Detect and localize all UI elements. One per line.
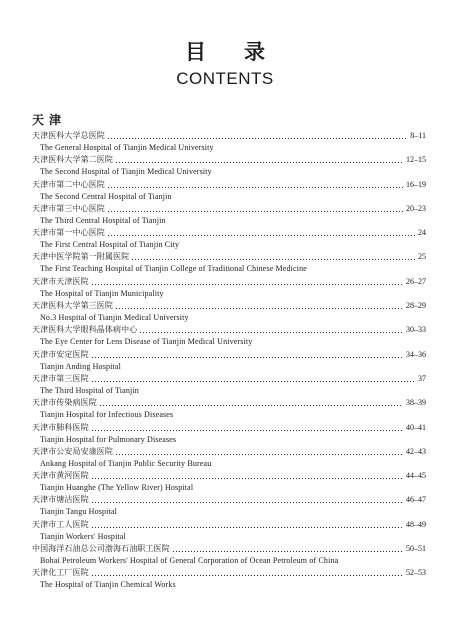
hospital-name-english: The General Hospital of Tianjin Medical University <box>40 143 214 152</box>
page-range: 52–53 <box>406 568 426 578</box>
dot-leader <box>107 138 407 139</box>
page-range: 42–43 <box>406 446 426 456</box>
toc-entry[interactable] <box>32 179 426 203</box>
hospital-name-chinese: 天津医科大学眼科晶体病中心 <box>32 325 138 335</box>
hospital-name-english: The Eye Center for Lens Disease of Tianjin Medical University <box>40 337 253 347</box>
page-range: 8–11 <box>410 131 426 140</box>
dot-leader <box>91 502 403 503</box>
dot-leader <box>91 478 403 479</box>
page-range: 16–19 <box>406 179 426 189</box>
toc-entry[interactable] <box>32 494 426 518</box>
dot-leader <box>107 187 403 188</box>
toc-entry-chinese-row <box>32 300 426 312</box>
hospital-name-english: The First Central Hospital of Tianjin City <box>40 240 180 250</box>
hospital-name-chinese: 天津市肺科医院 <box>32 422 89 432</box>
hospital-name-chinese: 天津医科大学第三医院 <box>32 301 113 311</box>
dot-leader <box>107 211 403 212</box>
hospital-name-english: Tianjin Hospital for Infectious Diseases <box>40 410 174 420</box>
hospital-name-english: Tianjin Tangu Hospital <box>40 507 117 517</box>
hospital-name-chinese: 天津市天津医院 <box>32 276 89 286</box>
toc-entry[interactable] <box>32 373 426 397</box>
page-range: 50–51 <box>406 544 426 554</box>
section-heading: 天津 <box>32 113 67 127</box>
toc-entry-chinese-row <box>32 543 426 555</box>
hospital-name-chinese: 中国海洋石油总公司渤海石油职工医院 <box>32 544 170 554</box>
hospital-name-chinese: 天津市公安局安康医院 <box>32 446 113 456</box>
page-range: 12–15 <box>406 155 426 165</box>
toc-entry[interactable] <box>32 397 426 421</box>
hospital-name-english: Tianjin Anding Hospital <box>40 361 121 371</box>
hospital-name-chinese: 天津市工人医院 <box>32 519 89 529</box>
hospital-name-english: Tianjin Hospital for Pulmonary Diseases <box>40 434 177 444</box>
hospital-name-chinese: 天津医科大学第二医院 <box>32 155 113 165</box>
hospital-name-english: Tianjin Workers' Hospital <box>40 531 126 541</box>
toc-entry-chinese-row <box>32 130 426 142</box>
toc-entry-chinese-row <box>32 373 426 385</box>
toc-entry-chinese-row <box>32 446 426 458</box>
hospital-name-chinese: 天津市第三中心医院 <box>32 203 105 213</box>
toc-entry-chinese-row <box>32 276 426 288</box>
hospital-name-chinese: 天津市传染病医院 <box>32 398 97 408</box>
toc-entry-chinese-row <box>32 422 426 434</box>
toc-entry[interactable] <box>32 227 426 251</box>
page-title-chinese: 目录 <box>185 40 303 64</box>
hospital-name-english: No.3 Hospital of Tianjin Medical University <box>40 313 189 323</box>
toc-entry[interactable] <box>32 543 426 567</box>
page-range: 48–49 <box>406 519 426 529</box>
page-title-english: CONTENTS <box>176 69 274 88</box>
page-range: 46–47 <box>406 495 426 505</box>
page-range: 44–45 <box>406 471 426 481</box>
toc-entry-chinese-row <box>32 203 426 215</box>
page-range: 24 <box>418 228 426 238</box>
toc-entry-chinese-row <box>32 179 426 191</box>
toc-entry-chinese-row <box>32 251 426 263</box>
toc-entry[interactable] <box>32 349 426 373</box>
hospital-name-chinese: 天津化工厂医院 <box>32 568 89 578</box>
page-range: 38–39 <box>406 398 426 408</box>
hospital-name-chinese: 天津市黄河医院 <box>32 471 89 481</box>
hospital-name-english: The Hospital of Tianjin Chemical Works <box>40 580 176 590</box>
hospital-name-english: Bohai Petroleum Workers' Hospital of General Corporation of Ocean Petroleum of China <box>40 556 339 566</box>
toc-entry-chinese-row <box>32 154 426 166</box>
page-range: 20–23 <box>406 203 426 213</box>
dot-leader <box>91 357 403 358</box>
dot-leader <box>91 284 403 285</box>
dot-leader <box>91 381 415 382</box>
hospital-name-english: The Hospital of Tianjin Municipality <box>40 288 164 298</box>
toc-entry[interactable] <box>32 251 426 275</box>
hospital-name-chinese: 天津市安定医院 <box>32 349 89 359</box>
page-range: 34–36 <box>406 349 426 359</box>
toc-entry[interactable] <box>32 300 426 324</box>
toc-entry[interactable] <box>32 203 426 227</box>
hospital-name-english: The Second Central Hospital of Tianjin <box>40 191 172 201</box>
hospital-name-chinese: 天津市第三医院 <box>32 373 89 383</box>
hospital-name-english: The Second Hospital of Tianjin Medical University <box>40 167 212 177</box>
page-range: 40–41 <box>406 422 426 432</box>
toc-entry-chinese-row <box>32 494 426 506</box>
dot-leader <box>172 551 403 552</box>
hospital-name-chinese: 天津市第二中心医院 <box>32 179 105 189</box>
toc-entry-chinese-row <box>32 470 426 482</box>
toc-entry[interactable] <box>32 276 426 300</box>
toc-entry-chinese-row <box>32 349 426 361</box>
dot-leader <box>139 332 403 333</box>
toc-entry-chinese-row <box>32 567 426 579</box>
page-range: 26–27 <box>406 276 426 286</box>
hospital-name-english: The Third Central Hospital of Tianjin <box>40 215 166 225</box>
hospital-name-english: The First Teaching Hospital of Tianjin College of Traditional Chinese Medicine <box>40 264 307 274</box>
toc-entry-chinese-row <box>32 324 426 336</box>
dot-leader <box>91 430 403 431</box>
dot-leader <box>91 527 403 528</box>
dot-leader <box>115 162 403 163</box>
toc-entry-chinese-row <box>32 227 426 239</box>
toc-entry[interactable] <box>32 154 426 178</box>
dot-leader <box>99 405 403 406</box>
hospital-name-english: The Third Hospital of Tianjin <box>40 385 139 395</box>
page-range: 28–29 <box>406 301 426 311</box>
dot-leader <box>115 454 403 455</box>
toc-list <box>32 130 426 592</box>
hospital-name-chinese: 天津医科大学总医院 <box>32 131 105 140</box>
page-range: 25 <box>418 252 426 262</box>
dot-leader <box>131 259 415 260</box>
hospital-name-english: Tianjin Huanghe (The Yellow River) Hospital <box>40 483 194 493</box>
hospital-name-english: Ankang Hospital of Tianjin Public Security Bureau <box>40 458 212 468</box>
toc-entry[interactable] <box>32 324 426 348</box>
hospital-name-chinese: 天津市第一中心医院 <box>32 228 105 238</box>
hospital-name-chinese: 天津中医学院第一附属医院 <box>32 252 130 262</box>
toc-entry[interactable] <box>32 519 426 543</box>
dot-leader <box>115 308 403 309</box>
hospital-name-chinese: 天津市塘沽医院 <box>32 495 89 505</box>
dot-leader <box>91 575 403 576</box>
toc-entry[interactable] <box>32 130 426 154</box>
toc-entry[interactable] <box>32 470 426 494</box>
page-range: 37 <box>418 373 426 383</box>
toc-entry[interactable] <box>32 446 426 470</box>
toc-entry-chinese-row <box>32 397 426 409</box>
dot-leader <box>107 235 415 236</box>
toc-entry[interactable] <box>32 422 426 446</box>
toc-entry-chinese-row <box>32 519 426 531</box>
page-range: 30–33 <box>406 325 426 335</box>
toc-entry[interactable] <box>32 567 426 591</box>
